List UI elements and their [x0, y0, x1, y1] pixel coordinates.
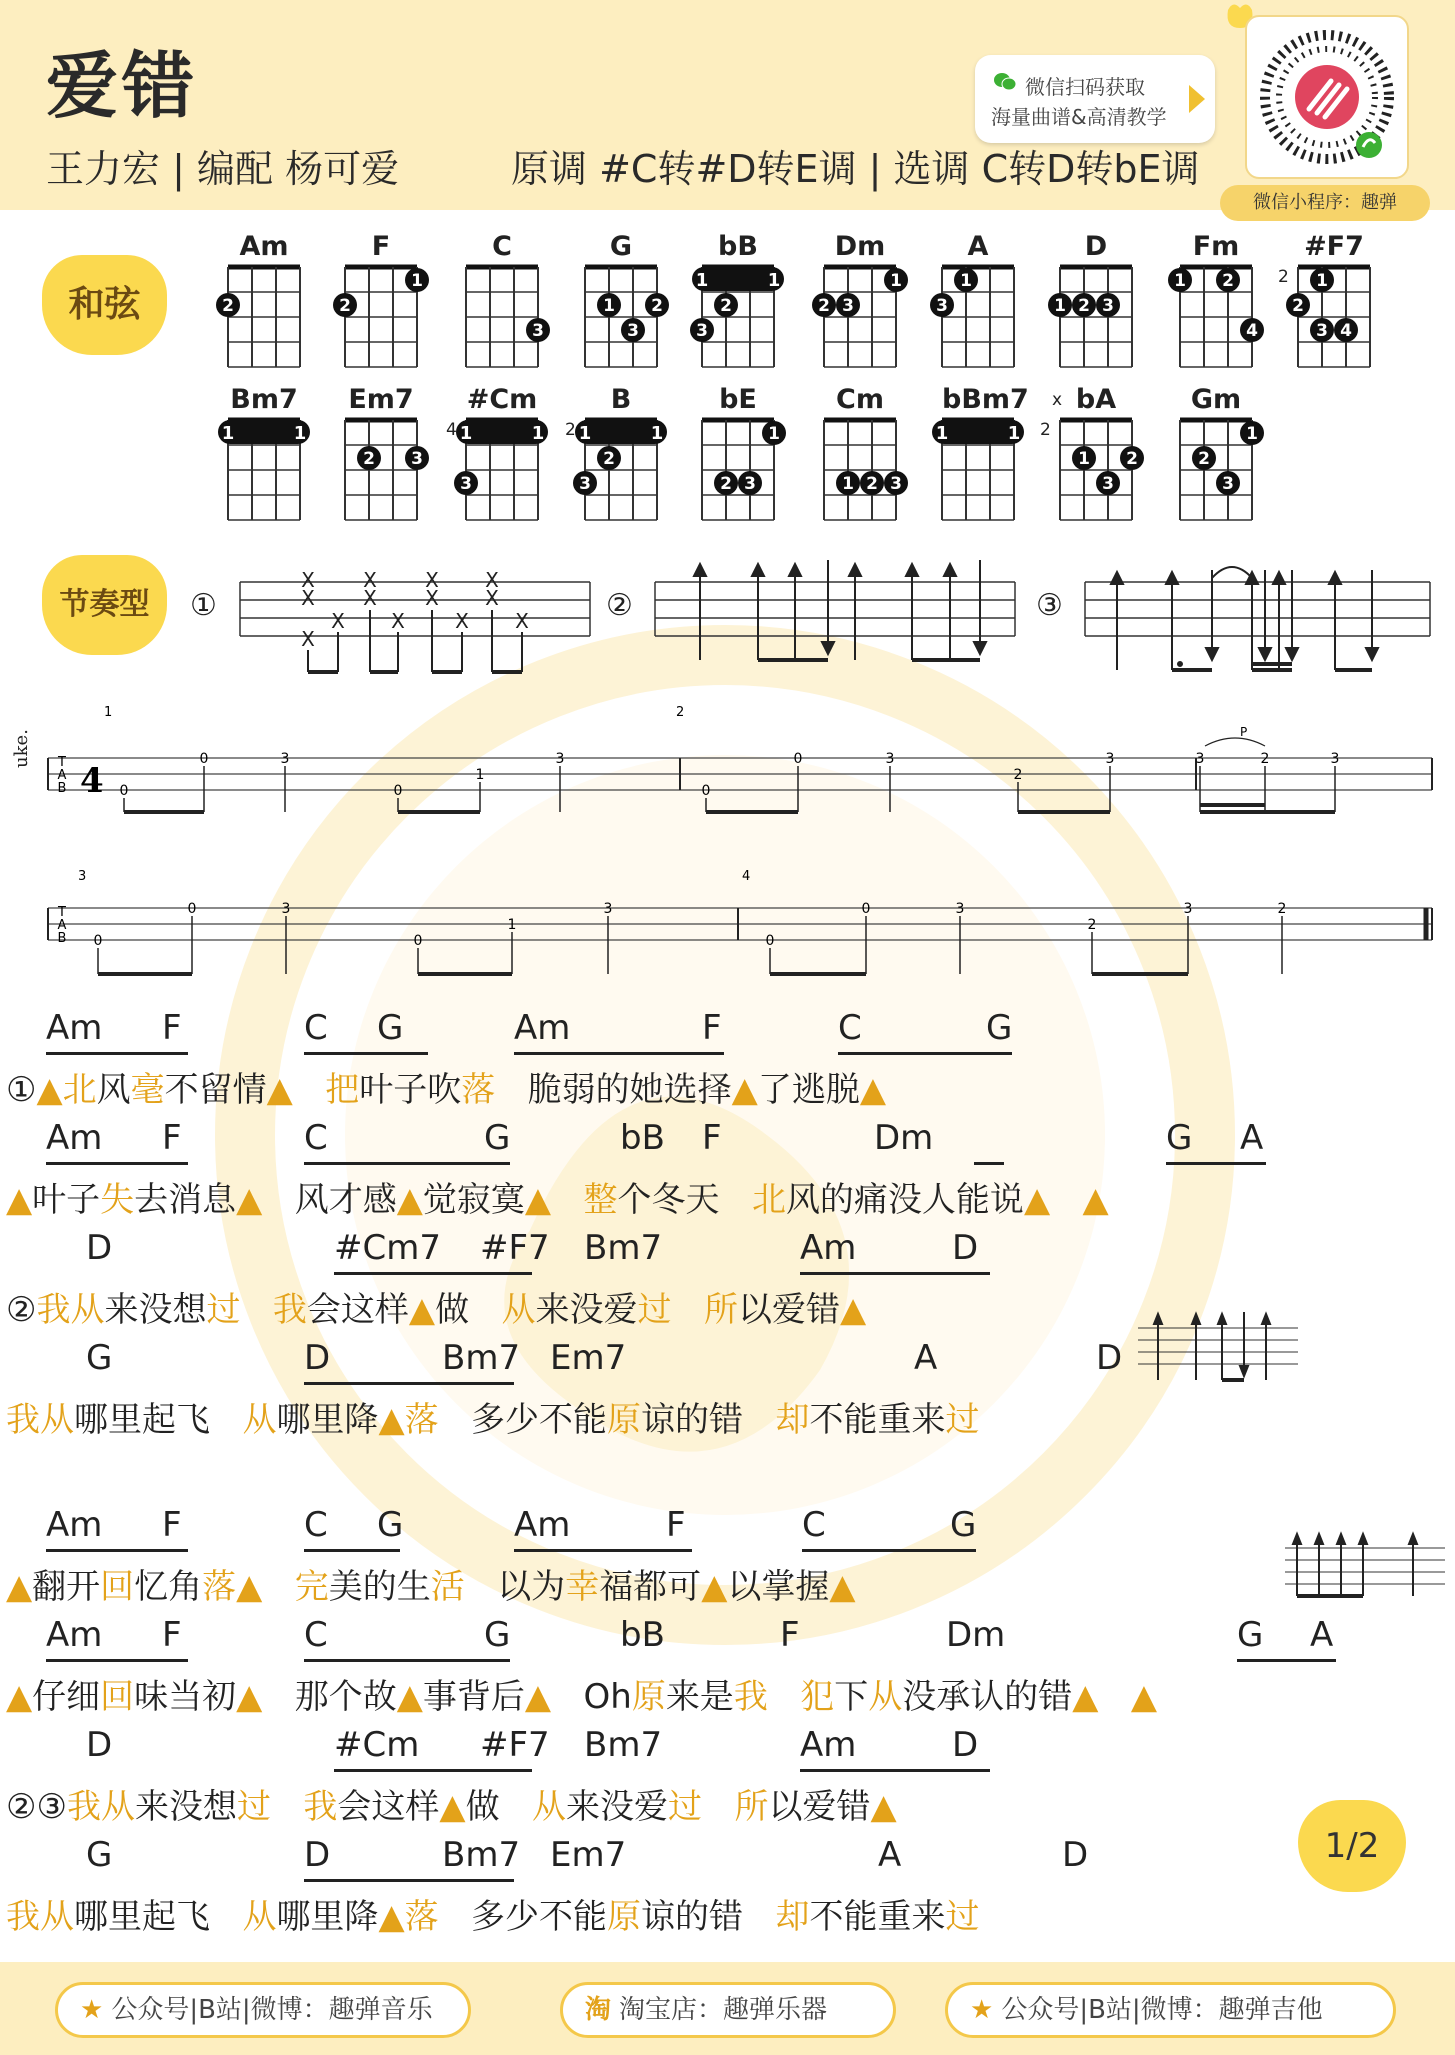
chord-label: D — [86, 1725, 113, 1765]
chord-b — [565, 384, 664, 522]
svg-text:1: 1 — [1316, 271, 1328, 291]
svg-text:2: 2 — [222, 296, 234, 316]
chord-label: Dm — [874, 1118, 934, 1158]
svg-text:X: X — [301, 568, 315, 592]
chord-name: bBm7 — [942, 384, 1029, 415]
lyric-line: ▲仔细回味当初▲ 那个故▲事背后▲ Oh原来是我 犯下从没承认的错▲ ▲ — [6, 1677, 1157, 1717]
chord-gm — [1180, 384, 1258, 522]
chord-name: Em7 — [348, 384, 414, 415]
svg-text:1: 1 — [842, 474, 854, 494]
svg-text:1: 1 — [411, 271, 423, 291]
svg-text:X: X — [455, 609, 469, 633]
tab-string-label: A — [57, 918, 67, 933]
svg-text:3: 3 — [579, 474, 591, 494]
chord-bm7 — [221, 384, 307, 522]
chord-grid — [938, 263, 1018, 373]
chord-label: G — [1166, 1118, 1193, 1158]
chord-label: Am — [514, 1008, 571, 1048]
chord-underline — [800, 1272, 990, 1275]
measure-number: 2 — [676, 705, 685, 720]
svg-text:X: X — [425, 568, 439, 592]
chord-label: F — [162, 1615, 182, 1655]
tab-fret-number: 3 — [1183, 901, 1193, 917]
chord-name: A — [967, 231, 989, 262]
svg-text:3: 3 — [1102, 296, 1114, 316]
fret-number: 2 — [1278, 267, 1289, 287]
svg-text:1: 1 — [459, 423, 473, 444]
chord-ba — [1040, 384, 1138, 522]
chord-underline — [334, 1272, 532, 1275]
page-indicator: 1/2 — [1298, 1800, 1406, 1892]
tab-technique: P — [1240, 725, 1248, 739]
chord-label: #Cm — [334, 1725, 420, 1765]
svg-text:X: X — [391, 609, 405, 633]
tab-fret-number: 3 — [1195, 751, 1205, 767]
chord-label: G — [484, 1118, 511, 1158]
svg-text:1: 1 — [1078, 449, 1090, 469]
chord-bbm7 — [935, 384, 1029, 522]
footer-link-taobao[interactable]: 淘 淘宝店：趣弹乐器 — [560, 1982, 896, 2038]
footer-link-guitar[interactable]: ★ 公众号|B站|微博：趣弹吉他 — [945, 1982, 1396, 2038]
tab-fret-number: 3 — [555, 751, 565, 767]
rhythm-patterns — [0, 560, 1455, 690]
svg-text:X: X — [363, 568, 377, 592]
chord-grid — [578, 416, 664, 526]
svg-text:1: 1 — [890, 271, 902, 291]
chord-underline — [514, 1052, 724, 1055]
svg-text:3: 3 — [460, 474, 472, 494]
chord-grid — [820, 416, 900, 526]
fret-number: 4 — [446, 420, 457, 440]
tab-string-label: B — [57, 781, 67, 796]
chord-label: F — [702, 1008, 722, 1048]
chord-label: Em7 — [550, 1338, 627, 1378]
lyric-line: ①▲北风毫不留情▲ 把叶子吹落 脆弱的她选择▲了逃脱▲ — [6, 1070, 886, 1110]
tab-staff — [0, 700, 1455, 1000]
footer-link-music[interactable]: ★ 公众号|B站|微博：趣弹音乐 — [55, 1982, 471, 2038]
chord-label: G — [86, 1338, 113, 1378]
chord-label: C — [802, 1505, 826, 1545]
chord-label: Am — [46, 1008, 103, 1048]
key-info: 原调 #C转#D转E调 | 选调 C转D转bE调 — [511, 147, 1200, 191]
chord-bb — [695, 231, 781, 369]
chord-label: #F7 — [480, 1725, 550, 1765]
chord-label: D — [86, 1228, 113, 1268]
chord-label: F — [666, 1505, 686, 1545]
chord-label: F — [162, 1505, 182, 1545]
chord-grid — [341, 416, 421, 526]
chord-name: C — [492, 231, 512, 262]
svg-text:X: X — [363, 586, 377, 610]
svg-text:3: 3 — [744, 474, 756, 494]
chord-label: Dm — [946, 1615, 1006, 1655]
promo-card[interactable] — [975, 55, 1215, 143]
promo-line-1: 微信扫码获取 — [1025, 75, 1145, 99]
song-title: 爱错 — [46, 44, 199, 128]
chord-underline — [46, 1659, 188, 1662]
chord-label: D — [952, 1725, 979, 1765]
chord-name: Dm — [834, 231, 886, 262]
chord-underline — [304, 1549, 400, 1552]
chord-label: Am — [46, 1505, 103, 1545]
time-signature: 4 — [80, 761, 104, 801]
chord-label: C — [304, 1615, 328, 1655]
chord-name: Am — [239, 231, 289, 262]
tab-fret-number: 1 — [475, 767, 485, 783]
chord-name: Gm — [1190, 384, 1242, 415]
svg-text:1: 1 — [650, 423, 664, 444]
chord-label: A — [1310, 1615, 1334, 1655]
svg-text:3: 3 — [696, 321, 708, 341]
chord-underline — [46, 1162, 188, 1165]
chord-label: C — [838, 1008, 862, 1048]
chord-grid — [1294, 263, 1374, 373]
chord-label: bB — [620, 1118, 665, 1158]
chord-underline — [802, 1549, 976, 1552]
svg-text:4: 4 — [1340, 321, 1352, 341]
svg-text:2: 2 — [339, 296, 351, 316]
tab-label: uke. — [10, 729, 32, 768]
rhythm-hint-2 — [1285, 1530, 1445, 1610]
chord-label: F — [162, 1008, 182, 1048]
chord-f — [339, 231, 423, 369]
chord-label: #F7 — [480, 1228, 550, 1268]
svg-text:2: 2 — [363, 449, 375, 469]
rhythm-number-3: ③ — [1036, 588, 1063, 623]
chord-grid — [698, 416, 778, 526]
qr-code[interactable] — [1245, 15, 1409, 179]
svg-text:2: 2 — [1222, 271, 1234, 291]
chord-label: Am — [800, 1228, 857, 1268]
svg-text:3: 3 — [1102, 474, 1114, 494]
chord-name: Bm7 — [230, 384, 298, 415]
chord-label: C — [304, 1008, 328, 1048]
chord-name: bA — [1075, 384, 1117, 415]
svg-text:1: 1 — [1054, 296, 1066, 316]
svg-text:X: X — [301, 627, 315, 651]
chord-name: bB — [718, 231, 758, 262]
chevron-right-icon — [1189, 85, 1205, 113]
tab-fret-number: 0 — [413, 933, 423, 949]
chord-label: Bm7 — [584, 1228, 663, 1268]
chord-grid — [462, 263, 542, 373]
chord-grid — [459, 416, 545, 526]
svg-text:1: 1 — [531, 423, 545, 444]
tab-fret-number: 2 — [1013, 767, 1023, 783]
star-icon: ★ — [80, 1995, 104, 2025]
chord-label: C — [304, 1118, 328, 1158]
svg-text:2: 2 — [818, 296, 830, 316]
svg-text:1: 1 — [767, 270, 781, 291]
tab-fret-number: 2 — [1277, 901, 1287, 917]
chord-underline — [800, 1769, 990, 1772]
chord-em7 — [345, 384, 423, 522]
chord-grid — [820, 263, 900, 373]
svg-text:3: 3 — [842, 296, 854, 316]
svg-text:4: 4 — [1246, 321, 1258, 341]
tab-fret-number: 0 — [393, 783, 403, 799]
lyric-line: ②③我从来没想过 我会这样▲做 从来没爱过 所以爱错▲ — [6, 1787, 897, 1827]
chord-underline — [304, 1879, 514, 1882]
chord-underline — [838, 1052, 1012, 1055]
lyric-line: ②我从来没想过 我会这样▲做 从来没爱过 所以爱错▲ — [6, 1290, 867, 1330]
chord-d — [1054, 231, 1132, 369]
rhythm-hint-1 — [1138, 1310, 1298, 1390]
chord-label: D — [304, 1835, 331, 1875]
chord-label: D — [1062, 1835, 1089, 1875]
svg-text:2: 2 — [603, 449, 615, 469]
svg-text:X: X — [485, 568, 499, 592]
chord-label: Bm7 — [442, 1338, 521, 1378]
lyric-line: ▲翻开回忆角落▲ 完美的生活 以为幸福都可▲以掌握▲ — [6, 1567, 856, 1607]
chord-grid — [581, 263, 661, 373]
svg-text:2: 2 — [1198, 449, 1210, 469]
promo-line-2: 海量曲谱&高清教学 — [991, 105, 1167, 129]
chord-label: Bm7 — [442, 1835, 521, 1875]
chord-name: B — [610, 384, 632, 415]
taobao-icon: 淘 — [585, 1995, 612, 2025]
chord-sharp-f7 — [1278, 231, 1370, 369]
chord-underline — [1237, 1659, 1336, 1662]
tab-fret-number: 0 — [861, 901, 871, 917]
chord-label: A — [914, 1338, 938, 1378]
svg-text:3: 3 — [936, 296, 948, 316]
svg-text:2: 2 — [1292, 296, 1304, 316]
svg-text:2: 2 — [1078, 296, 1090, 316]
tab-fret-number: 3 — [885, 751, 895, 767]
svg-text:X: X — [301, 586, 315, 610]
chord-cm — [824, 384, 902, 522]
chord-grid — [1176, 263, 1256, 373]
chord-name: D — [1084, 231, 1108, 262]
tab-fret-number: 2 — [1087, 917, 1097, 933]
chord-label: Bm7 — [584, 1725, 663, 1765]
chord-sharp-cm — [446, 384, 545, 522]
lyric-line: 我从哪里起飞 从哪里降▲落 多少不能原谅的错 却不能重来过 — [6, 1897, 980, 1937]
chord-label: F — [780, 1615, 800, 1655]
svg-text:2: 2 — [651, 296, 663, 316]
svg-text:2: 2 — [720, 296, 732, 316]
svg-text:3: 3 — [411, 449, 423, 469]
svg-text:1: 1 — [293, 423, 307, 444]
chord-underline — [304, 1052, 428, 1055]
chord-am — [222, 231, 300, 369]
chord-label: Em7 — [550, 1835, 627, 1875]
tab-fret-number: 3 — [1105, 751, 1115, 767]
tab-string-label: T — [58, 755, 66, 770]
chord-fm — [1174, 231, 1258, 369]
chord-label: F — [162, 1118, 182, 1158]
svg-text:2: 2 — [866, 474, 878, 494]
chord-a — [936, 231, 1014, 369]
tab-fret-number: 0 — [793, 751, 803, 767]
chord-label: Am — [46, 1615, 103, 1655]
arranger: 编配 杨可爱 — [197, 147, 400, 191]
svg-text:1: 1 — [768, 424, 780, 444]
chord-label: G — [950, 1505, 977, 1545]
svg-text:3: 3 — [1316, 321, 1328, 341]
tab-fret-number: 3 — [603, 901, 613, 917]
wechat-icon — [993, 71, 1017, 93]
lyric-line: ▲叶子失去消息▲ 风才感▲觉寂寞▲ 整个冬天 北风的痛没人能说▲ ▲ — [6, 1180, 1109, 1220]
measure-number: 4 — [742, 869, 751, 884]
chord-label: G — [986, 1008, 1013, 1048]
svg-text:3: 3 — [890, 474, 902, 494]
chord-name: G — [609, 231, 633, 262]
chord-grid — [935, 416, 1021, 526]
chord-grid — [1056, 416, 1136, 526]
chord-label: A — [878, 1835, 902, 1875]
chord-name: #Cm — [466, 384, 538, 415]
rhythm-number-2: ② — [606, 588, 633, 623]
chord-name: Fm — [1192, 231, 1240, 262]
chord-label: Am — [514, 1505, 571, 1545]
chord-label: D — [952, 1228, 979, 1268]
pull-off-arc — [1205, 738, 1265, 746]
chord-label: G — [86, 1835, 113, 1875]
chord-grid — [695, 263, 781, 373]
chord-underline — [334, 1769, 532, 1772]
chord-label: G — [484, 1615, 511, 1655]
svg-text:X: X — [425, 586, 439, 610]
chord-be — [702, 384, 780, 522]
chord-label: G — [377, 1008, 404, 1048]
chord-underline — [304, 1382, 514, 1385]
chords-badge: 和弦 — [42, 255, 167, 355]
svg-text:X: X — [331, 609, 345, 633]
chord-grid — [221, 416, 307, 526]
tab-fret-number: 0 — [765, 933, 775, 949]
tab-fret-number: 0 — [199, 751, 209, 767]
svg-text:3: 3 — [627, 321, 639, 341]
chord-name: #F7 — [1304, 231, 1364, 262]
mute-mark: x — [1052, 390, 1063, 410]
svg-text:3: 3 — [532, 321, 544, 341]
rhythm-number-1: ① — [190, 588, 217, 623]
chord-underline — [46, 1052, 188, 1055]
svg-text:3: 3 — [1222, 474, 1234, 494]
tab-fret-number: 3 — [280, 751, 290, 767]
chord-label: bB — [620, 1615, 665, 1655]
lyric-line: 我从哪里起飞 从哪里降▲落 多少不能原谅的错 却不能重来过 — [6, 1400, 980, 1440]
svg-text:2: 2 — [1126, 449, 1138, 469]
svg-text:X: X — [515, 609, 529, 633]
svg-text:1: 1 — [1174, 271, 1186, 291]
chord-label: F — [702, 1118, 722, 1158]
chord-dm — [818, 231, 902, 369]
svg-text:1: 1 — [695, 270, 709, 291]
chord-underline — [304, 1162, 510, 1165]
chord-label: A — [1240, 1118, 1264, 1158]
svg-text:1: 1 — [960, 271, 972, 291]
chord-name: F — [371, 231, 391, 262]
chord-grid — [1176, 416, 1256, 526]
fret-number: 2 — [565, 420, 576, 440]
chord-grid — [224, 263, 304, 373]
svg-text:1: 1 — [603, 296, 615, 316]
tab-fret-number: 3 — [955, 901, 965, 917]
svg-text:2: 2 — [720, 474, 732, 494]
svg-text:1: 1 — [935, 423, 949, 444]
chord-label: D — [1096, 1338, 1123, 1378]
chord-underline — [974, 1162, 1004, 1165]
tab-fret-number: 3 — [281, 901, 291, 917]
qr-label: 微信小程序：趣弹 — [1220, 185, 1430, 221]
tab-fret-number: 0 — [701, 783, 711, 799]
chord-underline — [514, 1549, 692, 1552]
chord-g — [585, 231, 663, 369]
tab-fret-number: 0 — [187, 901, 197, 917]
chord-grid — [341, 263, 421, 373]
tab-fret-number: 1 — [507, 917, 517, 933]
chord-label: C — [304, 1505, 328, 1545]
svg-text:1: 1 — [578, 423, 592, 444]
chord-c — [466, 231, 544, 369]
tab-fret-number: 0 — [93, 933, 103, 949]
chord-underline — [1166, 1162, 1266, 1165]
tab-string-label: T — [58, 905, 66, 920]
chord-label: #Cm7 — [334, 1228, 441, 1268]
chord-underline — [46, 1549, 188, 1552]
tab-fret-number: 3 — [1330, 751, 1340, 767]
chord-label: Am — [800, 1725, 857, 1765]
chord-underline — [304, 1659, 510, 1662]
fret-number: 2 — [1040, 420, 1051, 440]
svg-text:1: 1 — [1246, 424, 1258, 444]
measure-number: 3 — [78, 869, 87, 884]
chord-label: G — [1237, 1615, 1264, 1655]
chord-label: G — [377, 1505, 404, 1545]
tab-fret-number: 0 — [119, 783, 129, 799]
chord-label: Am — [46, 1118, 103, 1158]
qr-code-icon — [1247, 17, 1407, 177]
chord-label: D — [304, 1338, 331, 1378]
tab-fret-number: 2 — [1260, 751, 1270, 767]
song-credits: 王力宏 | 编配 杨可爱 原调 #C转#D转E调 | 选调 C转D转bE调 — [46, 138, 399, 193]
svg-text:1: 1 — [1007, 423, 1021, 444]
tab-string-label: A — [57, 768, 67, 783]
svg-text:X: X — [485, 586, 499, 610]
chord-grid — [1056, 263, 1136, 373]
rhythm-badge: 节奏型 — [42, 555, 167, 655]
svg-text:1: 1 — [221, 423, 235, 444]
chord-name: bE — [719, 384, 757, 415]
tab-string-label: B — [57, 931, 67, 946]
artist: 王力宏 — [46, 147, 161, 191]
star-icon: ★ — [970, 1995, 994, 2025]
measure-number: 1 — [104, 705, 113, 720]
chord-name: Cm — [836, 384, 884, 415]
